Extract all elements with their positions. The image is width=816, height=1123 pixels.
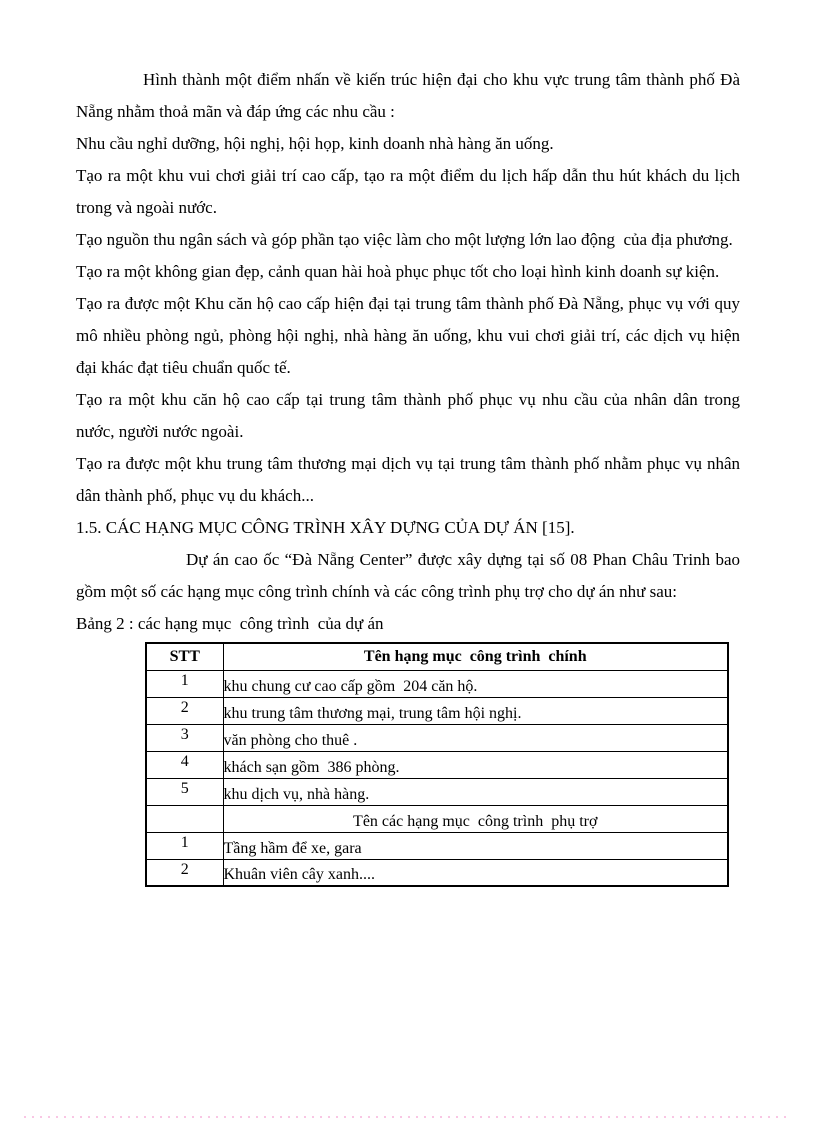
requirement-item: Tạo ra được một Khu căn hộ cao cấp hiện đại tại trung tâm thành phố Đà Nẵng, phục vụ với quy mô nhiều phòng ngủ, phòng hội nghị, nhà hàng ăn uống, khu vui chơi giải trí, các dịch vụ hiện đại khác đạt tiêu chuẩn quốc tế.: [76, 294, 740, 377]
header-cell-name: Tên hạng mục công trình chính: [223, 643, 728, 670]
table-cell-stt: 4: [146, 751, 223, 778]
table-cell-stt: 2: [146, 859, 223, 886]
table-row: [146, 697, 728, 724]
table-cell-stt: 3: [146, 724, 223, 751]
table-row: [146, 751, 728, 778]
requirement-item: Tạo ra một khu vui chơi giải trí cao cấp, tạo ra một điểm du lịch hấp dẫn thu hút khách du lịch trong và ngoài nước.: [76, 166, 740, 217]
table-header-row: [146, 643, 728, 670]
table-row: [146, 778, 728, 805]
table-row: [146, 724, 728, 751]
table-row: [146, 832, 728, 859]
header-cell-stt: STT: [146, 643, 223, 670]
table-cell-stt: 2: [146, 697, 223, 724]
table-cell-name: khách sạn gồm 386 phòng.: [223, 751, 728, 778]
table-cell-name: Khuân viên cây xanh....: [223, 859, 728, 886]
table-cell-stt: 5: [146, 778, 223, 805]
section-heading: 1.5. CÁC HẠNG MỤC CÔNG TRÌNH XÂY DỰNG CỦA DỰ ÁN [15].: [76, 518, 575, 537]
table-cell-name: khu dịch vụ, nhà hàng.: [223, 778, 728, 805]
requirement-item: Nhu cầu nghỉ dưỡng, hội nghị, hội họp, kinh doanh nhà hàng ăn uống.: [76, 134, 554, 153]
requirement-item: Tạo ra được một khu trung tâm thương mại dịch vụ tại trung tâm thành phố nhằm phục vụ nhân dân thành phố, phục vụ du khách...: [76, 454, 740, 505]
intro-paragraph: Hình thành một điểm nhấn về kiến trúc hiện đại cho khu vực trung tâm thành phố Đà Nẵng nhằm thoả mãn và đáp ứng các nhu cầu :: [76, 70, 740, 121]
table-row: [146, 670, 728, 697]
table-caption: Bảng 2 : các hạng mục công trình của dự án: [76, 614, 384, 633]
table-cell-name: khu chung cư cao cấp gồm 204 căn hộ.: [223, 670, 728, 697]
project-items-table: [145, 642, 729, 887]
requirement-item: Tạo nguồn thu ngân sách và góp phần tạo việc làm cho một lượng lớn lao động của địa phương.: [76, 230, 733, 249]
table-cell-subheader: Tên các hạng mục công trình phụ trợ: [223, 805, 728, 832]
page-footer-divider: [24, 1116, 792, 1118]
requirement-item: Tạo ra một không gian đẹp, cảnh quan hài hoà phục phục tốt cho loại hình kinh doanh sự kiện.: [76, 262, 720, 281]
table-cell-stt: 1: [146, 670, 223, 697]
table-cell-name: văn phòng cho thuê .: [223, 724, 728, 751]
table-row: [146, 859, 728, 886]
table-cell-name: Tầng hầm để xe, gara: [223, 832, 728, 859]
project-paragraph: Dự án cao ốc “Đà Nẵng Center” được xây dựng tại số 08 Phan Châu Trinh bao gồm một số các hạng mục công trình chính và các công trình phụ trợ cho dự án như sau:: [76, 550, 740, 601]
table-cell-name: khu trung tâm thương mại, trung tâm hội nghị.: [223, 697, 728, 724]
requirement-item: Tạo ra một khu căn hộ cao cấp tại trung tâm thành phố phục vụ nhu cầu của nhân dân trong nước, người nước ngoài.: [76, 390, 740, 441]
table-cell-stt: 1: [146, 832, 223, 859]
table-cell-stt-empty: [146, 805, 223, 832]
page-content: [76, 64, 740, 887]
table-subheader-row: [146, 805, 728, 832]
